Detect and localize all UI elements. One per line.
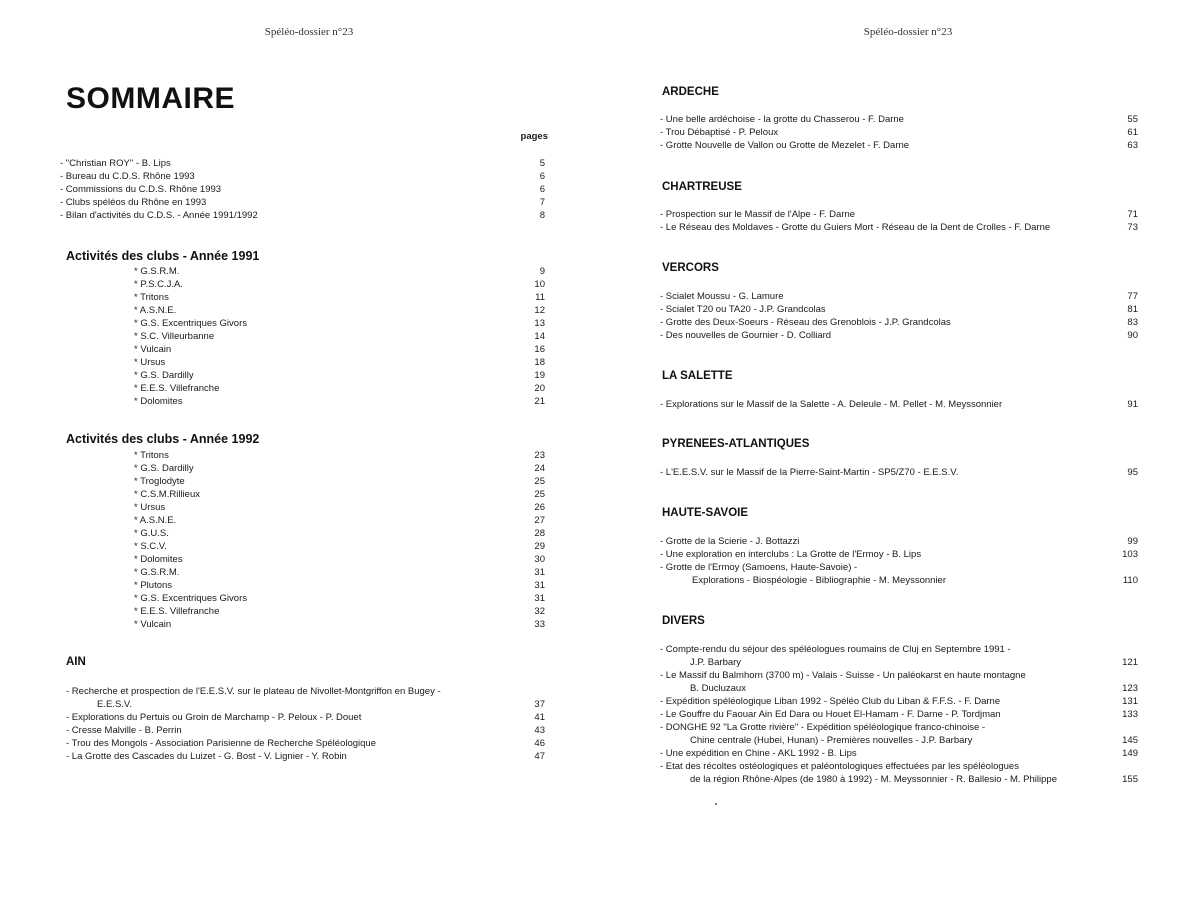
entry-title: * Dolomites: [134, 396, 183, 407]
toc-entry: [600, 643, 1200, 656]
entry-page-number: 24: [534, 463, 545, 474]
club-entry: [0, 317, 600, 330]
entry-title: - Commissions du C.D.S. Rhône 1993: [60, 184, 222, 195]
entry-page-number: 71: [1127, 209, 1138, 220]
toc-entry: [600, 329, 1200, 342]
entry-page-number: 7: [539, 197, 545, 208]
section-heading-ardeche: ARDECHE: [662, 86, 719, 98]
entry-page-number: 46: [534, 738, 545, 749]
pages-column-label: pages: [520, 131, 548, 142]
entry-page-number: 31: [534, 567, 545, 578]
toc-entry: [0, 698, 600, 711]
entry-title: * Vulcain: [134, 344, 172, 355]
entry-page-number: 149: [1122, 748, 1138, 759]
entry-page-number: 9: [539, 266, 545, 277]
entry-page-number: 28: [534, 528, 545, 539]
entry-title: * Dolomites: [134, 554, 183, 565]
entry-page-number: 91: [1127, 399, 1138, 410]
toc-entry: [600, 290, 1200, 303]
entry-page-number: 131: [1122, 696, 1138, 707]
entry-title: - Bilan d'activités du C.D.S. - Année 1991/1992: [60, 210, 258, 221]
entry-page-number: 83: [1127, 317, 1138, 328]
club-entry: [0, 304, 600, 317]
toc-entry: [600, 221, 1200, 234]
entry-title: - Explorations sur le Massif de la Salette - A. Deleule - M. Pellet - M. Meyssonnier: [660, 399, 1003, 410]
entry-title: * G.S. Dardilly: [134, 463, 194, 474]
entry-page-number: 19: [534, 370, 545, 381]
toc-entry: [600, 208, 1200, 221]
club-entry: [0, 566, 600, 579]
entry-title: - Trou des Mongols - Association Parisienne de Recherche Spéléologique: [66, 738, 376, 749]
club-entry: [0, 579, 600, 592]
section-heading-chartreuse: CHARTREUSE: [662, 181, 742, 193]
club-entry: [0, 291, 600, 304]
toc-entry: [0, 183, 600, 196]
entry-title: - Grotte des Deux-Soeurs - Réseau des Grenoblois - J.P. Grandcolas: [660, 317, 951, 328]
club-entry: [0, 605, 600, 618]
entry-page-number: 90: [1127, 330, 1138, 341]
toc-entry: [600, 708, 1200, 721]
entry-title: J.P. Barbary: [690, 657, 742, 668]
entry-page-number: 41: [534, 712, 545, 723]
club-entry: [0, 618, 600, 631]
entry-title: * C.S.M.Rillieux: [134, 489, 200, 500]
entry-title: - Grotte Nouvelle de Vallon ou Grotte de Mezelet - F. Darne: [660, 140, 910, 151]
entry-title: * Plutons: [134, 580, 173, 591]
entry-title: Chine centrale (Hubei, Hunan) - Premières nouvelles - J.P. Barbary: [690, 735, 973, 746]
entry-page-number: 99: [1127, 536, 1138, 547]
entry-title: - Une exploration en interclubs : La Grotte de l'Ermoy - B. Lips: [660, 549, 922, 560]
toc-entry: [600, 760, 1200, 773]
entry-title: * Troglodyte: [134, 476, 185, 487]
entry-page-number: 6: [539, 171, 545, 182]
entry-title: E.E.S.V.: [97, 699, 133, 710]
entry-title: - Scialet T20 ou TA20 - J.P. Grandcolas: [660, 304, 826, 315]
entry-title: B. Ducluzaux: [690, 683, 746, 694]
entry-title: - DONGHE 92 "La Grotte rivière" - Expédition spéléologique franco-chinoise -: [660, 722, 986, 733]
entry-page-number: 27: [534, 515, 545, 526]
entry-page-number: 25: [534, 489, 545, 500]
entry-title: * Tritons: [134, 450, 169, 461]
entry-title: - Prospection sur le Massif de l'Alpe - F. Darne: [660, 209, 856, 220]
club-entry: [0, 462, 600, 475]
entry-title: * A.S.N.E.: [134, 515, 177, 526]
entry-title: - Grotte de l'Ermoy (Samoens, Haute-Savoie) -: [660, 562, 858, 573]
entry-page-number: 5: [539, 158, 545, 169]
entry-title: - Le Massif du Balmhorn (3700 m) - Valais - Suisse - Un paléokarst en haute montagne: [660, 670, 1026, 681]
entry-page-number: 55: [1127, 114, 1138, 125]
entry-page-number: 25: [534, 476, 545, 487]
club-entry: [0, 449, 600, 462]
entry-title: * S.C.V.: [134, 541, 167, 552]
entry-title: * S.C. Villeurbanne: [134, 331, 215, 342]
entry-page-number: 81: [1127, 304, 1138, 315]
entry-title: - Explorations du Pertuis ou Groin de Marchamp - P. Peloux - P. Douet: [66, 712, 362, 723]
toc-entry: [600, 773, 1200, 786]
toc-entry: [0, 157, 600, 170]
entry-page-number: 8: [539, 210, 545, 221]
entry-title: * Vulcain: [134, 619, 172, 630]
entry-page-number: 18: [534, 357, 545, 368]
entry-title: - Recherche et prospection de l'E.E.S.V. sur le plateau de Nivollet-Montgriffon en Bugey -: [66, 686, 441, 697]
entry-page-number: 133: [1122, 709, 1138, 720]
toc-entry: [600, 466, 1200, 479]
entry-page-number: 77: [1127, 291, 1138, 302]
entry-title: - Le Gouffre du Faouar Ain Ed Dara ou Houet El-Hamam - F. Darne - P. Tordjman: [660, 709, 1001, 720]
toc-entry: [0, 170, 600, 183]
club-entry: [0, 527, 600, 540]
entry-page-number: 31: [534, 580, 545, 591]
section-heading-pyrenees-atlantiques: PYRENEES-ATLANTIQUES: [662, 438, 810, 450]
club-entry: [0, 592, 600, 605]
entry-title: - Bureau du C.D.S. Rhône 1993: [60, 171, 195, 182]
entry-page-number: 21: [534, 396, 545, 407]
entry-page-number: 30: [534, 554, 545, 565]
entry-title: - Scialet Moussu - G. Lamure: [660, 291, 784, 302]
toc-entry: [0, 209, 600, 222]
entry-title: * Ursus: [134, 357, 166, 368]
entry-title: * Ursus: [134, 502, 166, 513]
toc-entry: [0, 737, 600, 750]
toc-entry: [600, 721, 1200, 734]
club-entry: [0, 553, 600, 566]
entry-page-number: 47: [534, 751, 545, 762]
entry-page-number: 145: [1122, 735, 1138, 746]
entry-page-number: 6: [539, 184, 545, 195]
toc-entry: [600, 303, 1200, 316]
toc-entry: [600, 535, 1200, 548]
entry-title: * G.U.S.: [134, 528, 169, 539]
club-entry: [0, 540, 600, 553]
toc-entry: [0, 685, 600, 698]
entry-title: * G.S.R.M.: [134, 266, 180, 277]
entry-page-number: 12: [534, 305, 545, 316]
section-heading-vercors: VERCORS: [662, 262, 719, 274]
section-heading-activites-1991: Activités des clubs - Année 1991: [66, 249, 260, 263]
entry-title: - Compte-rendu du séjour des spéléologues roumains de Cluj en Septembre 1991 -: [660, 644, 1011, 655]
entry-title: - Cresse Malville - B. Perrin: [66, 725, 182, 736]
entry-title: Explorations - Biospéologie - Bibliographie - M. Meyssonnier: [692, 575, 946, 586]
club-entry: [0, 514, 600, 527]
entry-title: * Tritons: [134, 292, 169, 303]
entry-title: - Etat des récoltes ostéologiques et paléontologiques effectuées par les spéléologues: [660, 761, 1019, 772]
entry-page-number: 123: [1122, 683, 1138, 694]
toc-entry: [600, 574, 1200, 587]
toc-entry: [0, 196, 600, 209]
section-heading-ain: AIN: [66, 656, 86, 668]
entry-page-number: 63: [1127, 140, 1138, 151]
entry-page-number: 43: [534, 725, 545, 736]
toc-entry: [600, 113, 1200, 126]
toc-entry: [600, 398, 1200, 411]
speck-mark: [715, 803, 717, 805]
entry-page-number: 103: [1122, 549, 1138, 560]
section-heading-haute-savoie: HAUTE-SAVOIE: [662, 507, 749, 519]
right-page: [600, 0, 1200, 910]
entry-title: - Des nouvelles de Gournier - D. Colliard: [660, 330, 832, 341]
entry-page-number: 95: [1127, 467, 1138, 478]
entry-page-number: 32: [534, 606, 545, 617]
toc-entry: [600, 695, 1200, 708]
entry-page-number: 37: [534, 699, 545, 710]
page-title: SOMMAIRE: [66, 82, 235, 115]
entry-page-number: 121: [1122, 657, 1138, 668]
club-entry: [0, 356, 600, 369]
club-entry: [0, 382, 600, 395]
entry-title: - Grotte de la Scierie - J. Bottazzi: [660, 536, 800, 547]
entry-page-number: 11: [535, 292, 545, 303]
entry-page-number: 10: [534, 279, 545, 290]
entry-page-number: 16: [534, 344, 545, 355]
entry-page-number: 13: [534, 318, 545, 329]
club-entry: [0, 395, 600, 408]
entry-title: * G.S. Excentriques Givors: [134, 593, 247, 604]
club-entry: [0, 369, 600, 382]
entry-title: * E.E.S. Villefranche: [134, 383, 220, 394]
club-entry: [0, 501, 600, 514]
entry-title: - Expédition spéléologique Liban 1992 - Spéléo Club du Liban & F.F.S. - F. Darne: [660, 696, 1001, 707]
toc-entry: [0, 711, 600, 724]
toc-entry: [600, 669, 1200, 682]
entry-title: - Une expédition en Chine - AKL 1992 - B. Lips: [660, 748, 857, 759]
toc-entry: [600, 747, 1200, 760]
toc-entry: [600, 548, 1200, 561]
entry-title: * G.S. Excentriques Givors: [134, 318, 247, 329]
entry-title: - Trou Débaptisé - P. Peloux: [660, 127, 779, 138]
entry-title: * G.S.R.M.: [134, 567, 180, 578]
entry-title: - L'E.E.S.V. sur le Massif de la Pierre-Saint-Martin - SP5/Z70 - E.E.S.V.: [660, 467, 959, 478]
entry-page-number: 110: [1122, 575, 1138, 586]
entry-page-number: 14: [534, 331, 545, 342]
club-entry: [0, 488, 600, 501]
entry-page-number: 155: [1122, 774, 1138, 785]
toc-entry: [0, 750, 600, 763]
toc-entry: [0, 724, 600, 737]
entry-page-number: 31: [534, 593, 545, 604]
club-entry: [0, 475, 600, 488]
page-header: Spéléo-dossier n°23: [264, 26, 354, 38]
club-entry: [0, 330, 600, 343]
toc-entry: [600, 126, 1200, 139]
entry-title: - "Christian ROY" - B. Lips: [60, 158, 171, 169]
club-entry: [0, 265, 600, 278]
club-entry: [0, 343, 600, 356]
toc-entry: [600, 734, 1200, 747]
entry-page-number: 29: [534, 541, 545, 552]
entry-page-number: 33: [534, 619, 545, 630]
entry-page-number: 20: [534, 383, 545, 394]
entry-title: * P.S.C.J.A.: [134, 279, 183, 290]
entry-title: - Clubs spéléos du Rhône en 1993: [60, 197, 207, 208]
entry-title: - Une belle ardéchoise - la grotte du Chasserou - F. Darne: [660, 114, 904, 125]
entry-page-number: 23: [534, 450, 545, 461]
toc-entry: [600, 656, 1200, 669]
club-entry: [0, 278, 600, 291]
entry-title: - La Grotte des Cascades du Luizet - G. Bost - V. Lignier - Y. Robin: [66, 751, 347, 762]
entry-page-number: 61: [1127, 127, 1138, 138]
toc-entry: [600, 561, 1200, 574]
toc-entry: [600, 139, 1200, 152]
page-header: Spéléo-dossier n°23: [863, 26, 953, 38]
toc-entry: [600, 682, 1200, 695]
entry-title: * E.E.S. Villefranche: [134, 606, 220, 617]
entry-title: - Le Réseau des Moldaves - Grotte du Guiers Mort - Réseau de la Dent de Crolles - F. Darne: [660, 222, 1051, 233]
entry-page-number: 73: [1127, 222, 1138, 233]
entry-page-number: 26: [534, 502, 545, 513]
section-heading-la-salette: LA SALETTE: [662, 370, 733, 382]
entry-title: * G.S. Dardilly: [134, 370, 194, 381]
entry-title: * A.S.N.E.: [134, 305, 177, 316]
entry-title: de la région Rhône-Alpes (de 1980 à 1992) - M. Meyssonnier - R. Ballesio - M. Philippe: [690, 774, 1057, 785]
toc-entry: [600, 316, 1200, 329]
section-heading-activites-1992: Activités des clubs - Année 1992: [66, 432, 260, 446]
section-heading-divers: DIVERS: [662, 615, 705, 627]
